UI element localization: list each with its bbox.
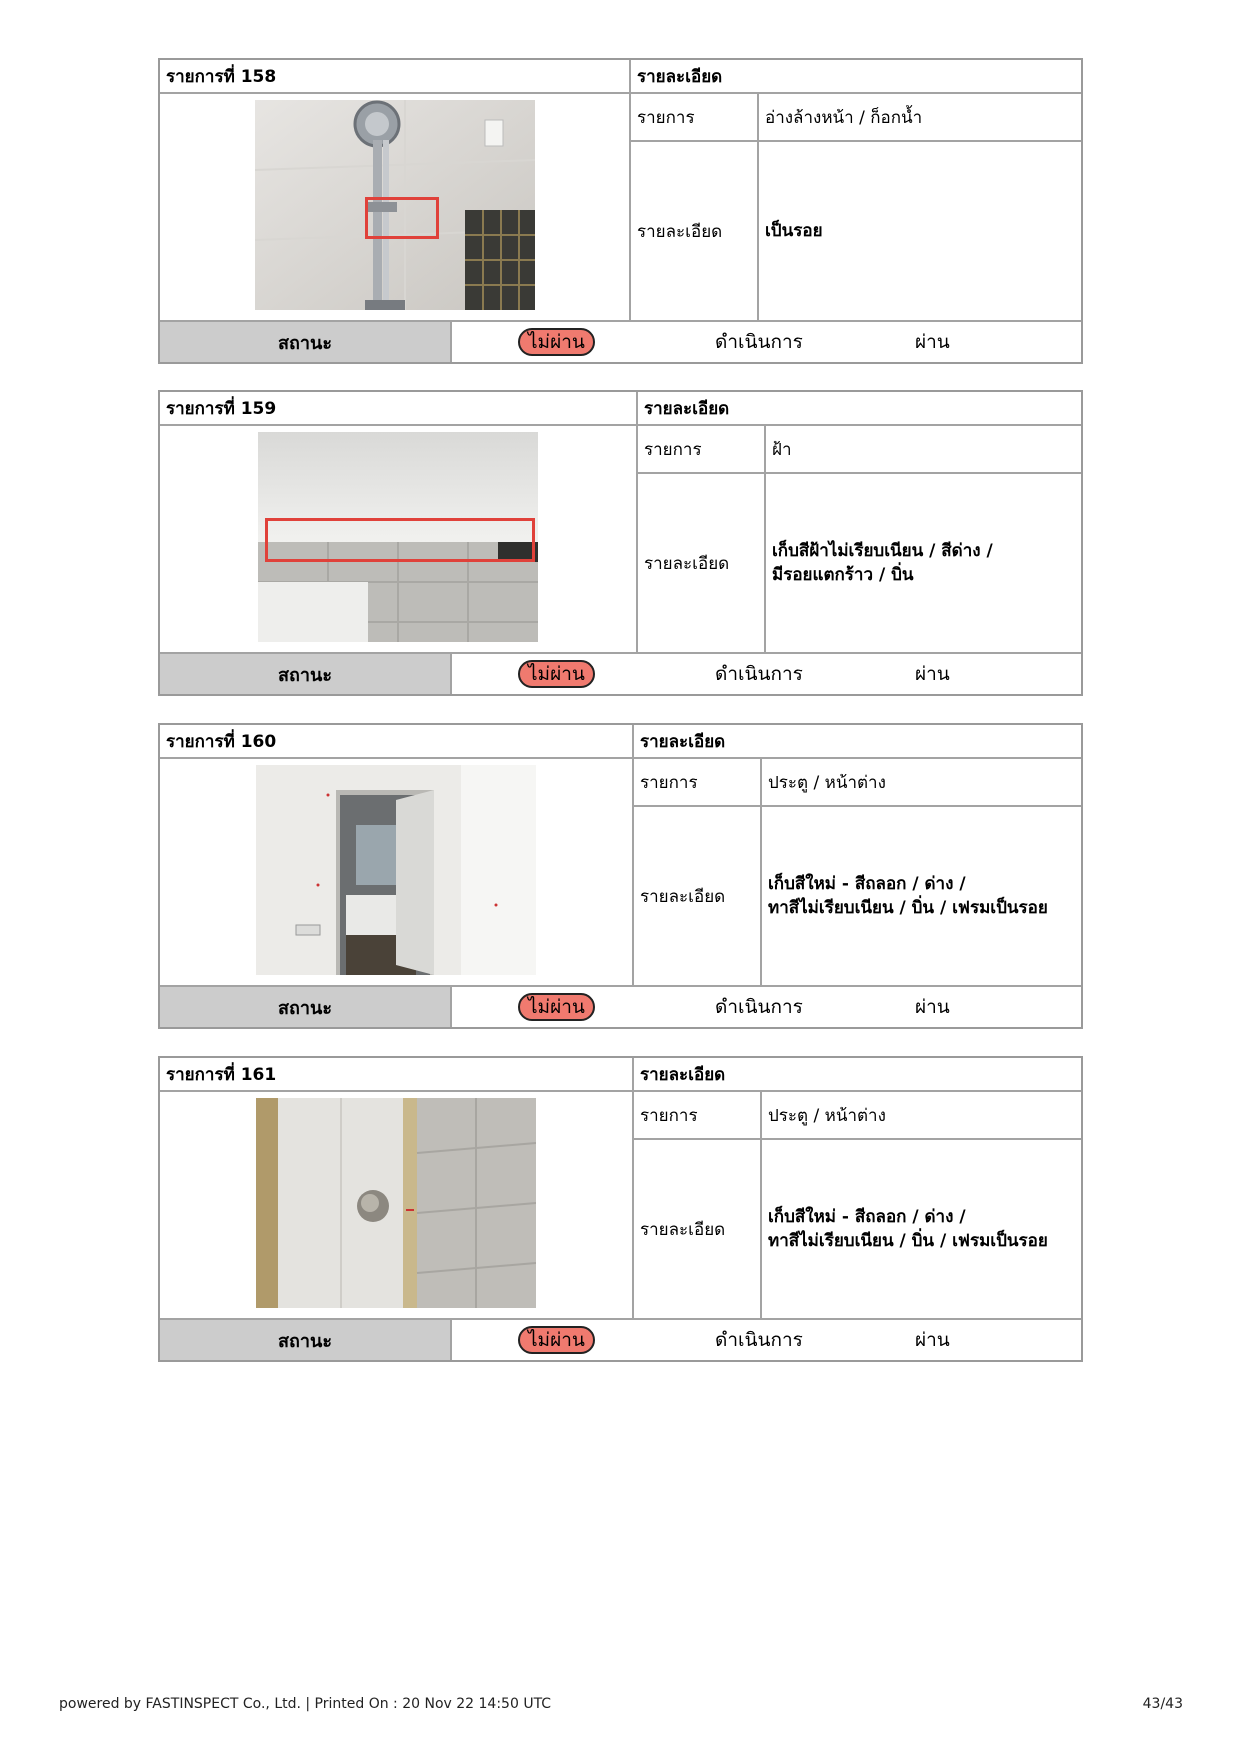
status-pass: ผ่าน bbox=[915, 331, 950, 353]
inspection-card-158 bbox=[158, 58, 1083, 364]
detail-line-1: เป็นรอย bbox=[765, 221, 823, 241]
detail-header: รายละเอียด bbox=[633, 1058, 1081, 1091]
status-in-progress: ดำเนินการ bbox=[715, 996, 803, 1018]
detail-value bbox=[761, 806, 1081, 986]
status-pass: ผ่าน bbox=[915, 996, 950, 1018]
footer-printed-info: powered by FASTINSPECT Co., Ltd. | Printed On : 20 Nov 22 14:50 UTC bbox=[59, 1696, 552, 1712]
ceiling-photo bbox=[258, 432, 538, 642]
status-options bbox=[452, 987, 1081, 1027]
detail-label: รายละเอียด bbox=[633, 1139, 761, 1319]
status-fail-badge: ไม่ผ่าน bbox=[518, 660, 595, 688]
detail-label: รายละเอียด bbox=[633, 806, 761, 986]
inspection-card-160 bbox=[158, 723, 1083, 1029]
status-label: สถานะ bbox=[160, 322, 452, 362]
item-number-title: รายการที่ 159 bbox=[160, 392, 637, 425]
status-fail-badge: ไม่ผ่าน bbox=[518, 993, 595, 1021]
door-knob-photo bbox=[256, 1098, 536, 1308]
shower-photo bbox=[255, 100, 535, 310]
detail-line-1: เก็บสีฝ้าไม่เรียบเนียน / สีด่าง / bbox=[772, 541, 993, 561]
status-fail-badge: ไม่ผ่าน bbox=[518, 1326, 595, 1354]
doorway-photo bbox=[256, 765, 536, 975]
detail-line-2: มีรอยแตกร้าว / บิ่น bbox=[772, 565, 914, 585]
item-label: รายการ bbox=[630, 93, 758, 141]
detail-header: รายละเอียด bbox=[633, 725, 1081, 758]
item-label: รายการ bbox=[633, 758, 761, 806]
item-number-title: รายการที่ 160 bbox=[160, 725, 633, 758]
detail-value bbox=[758, 141, 1081, 321]
status-bar bbox=[160, 654, 1081, 694]
detail-label: รายละเอียด bbox=[637, 473, 765, 653]
status-bar bbox=[160, 1320, 1081, 1360]
defect-marker bbox=[365, 197, 439, 239]
status-options bbox=[452, 654, 1081, 694]
inspection-card-159 bbox=[158, 390, 1083, 696]
item-value: ประตู / หน้าต่าง bbox=[761, 758, 1081, 806]
item-value: อ่างล้างหน้า / ก็อกน้ำ bbox=[758, 93, 1081, 141]
item-number-title: รายการที่ 161 bbox=[160, 1058, 633, 1091]
detail-line-2: ทาสีไม่เรียบเนียน / บิ่น / เฟรมเป็นรอย bbox=[768, 1231, 1048, 1251]
status-in-progress: ดำเนินการ bbox=[715, 331, 803, 353]
status-label: สถานะ bbox=[160, 1320, 452, 1360]
footer-page-number: 43/43 bbox=[1142, 1696, 1183, 1712]
status-options bbox=[452, 1320, 1081, 1360]
detail-line-1: เก็บสีใหม่ - สีถลอก / ด่าง / bbox=[768, 1207, 966, 1227]
detail-value bbox=[765, 473, 1081, 653]
inspection-card-161 bbox=[158, 1056, 1083, 1362]
detail-value bbox=[761, 1139, 1081, 1319]
status-label: สถานะ bbox=[160, 654, 452, 694]
status-in-progress: ดำเนินการ bbox=[715, 663, 803, 685]
status-bar bbox=[160, 322, 1081, 362]
item-number-title: รายการที่ 158 bbox=[160, 60, 630, 93]
status-pass: ผ่าน bbox=[915, 663, 950, 685]
detail-line-1: เก็บสีใหม่ - สีถลอก / ด่าง / bbox=[768, 874, 966, 894]
status-bar bbox=[160, 987, 1081, 1027]
status-options bbox=[452, 322, 1081, 362]
item-value: ประตู / หน้าต่าง bbox=[761, 1091, 1081, 1139]
detail-header: รายละเอียด bbox=[637, 392, 1081, 425]
item-label: รายการ bbox=[637, 425, 765, 473]
status-in-progress: ดำเนินการ bbox=[715, 1329, 803, 1351]
detail-label: รายละเอียด bbox=[630, 141, 758, 321]
status-pass: ผ่าน bbox=[915, 1329, 950, 1351]
item-value: ฝ้า bbox=[765, 425, 1081, 473]
defect-marker bbox=[265, 518, 535, 562]
item-label: รายการ bbox=[633, 1091, 761, 1139]
detail-header: รายละเอียด bbox=[630, 60, 1081, 93]
detail-line-2: ทาสีไม่เรียบเนียน / บิ่น / เฟรมเป็นรอย bbox=[768, 898, 1048, 918]
status-fail-badge: ไม่ผ่าน bbox=[518, 328, 595, 356]
status-label: สถานะ bbox=[160, 987, 452, 1027]
